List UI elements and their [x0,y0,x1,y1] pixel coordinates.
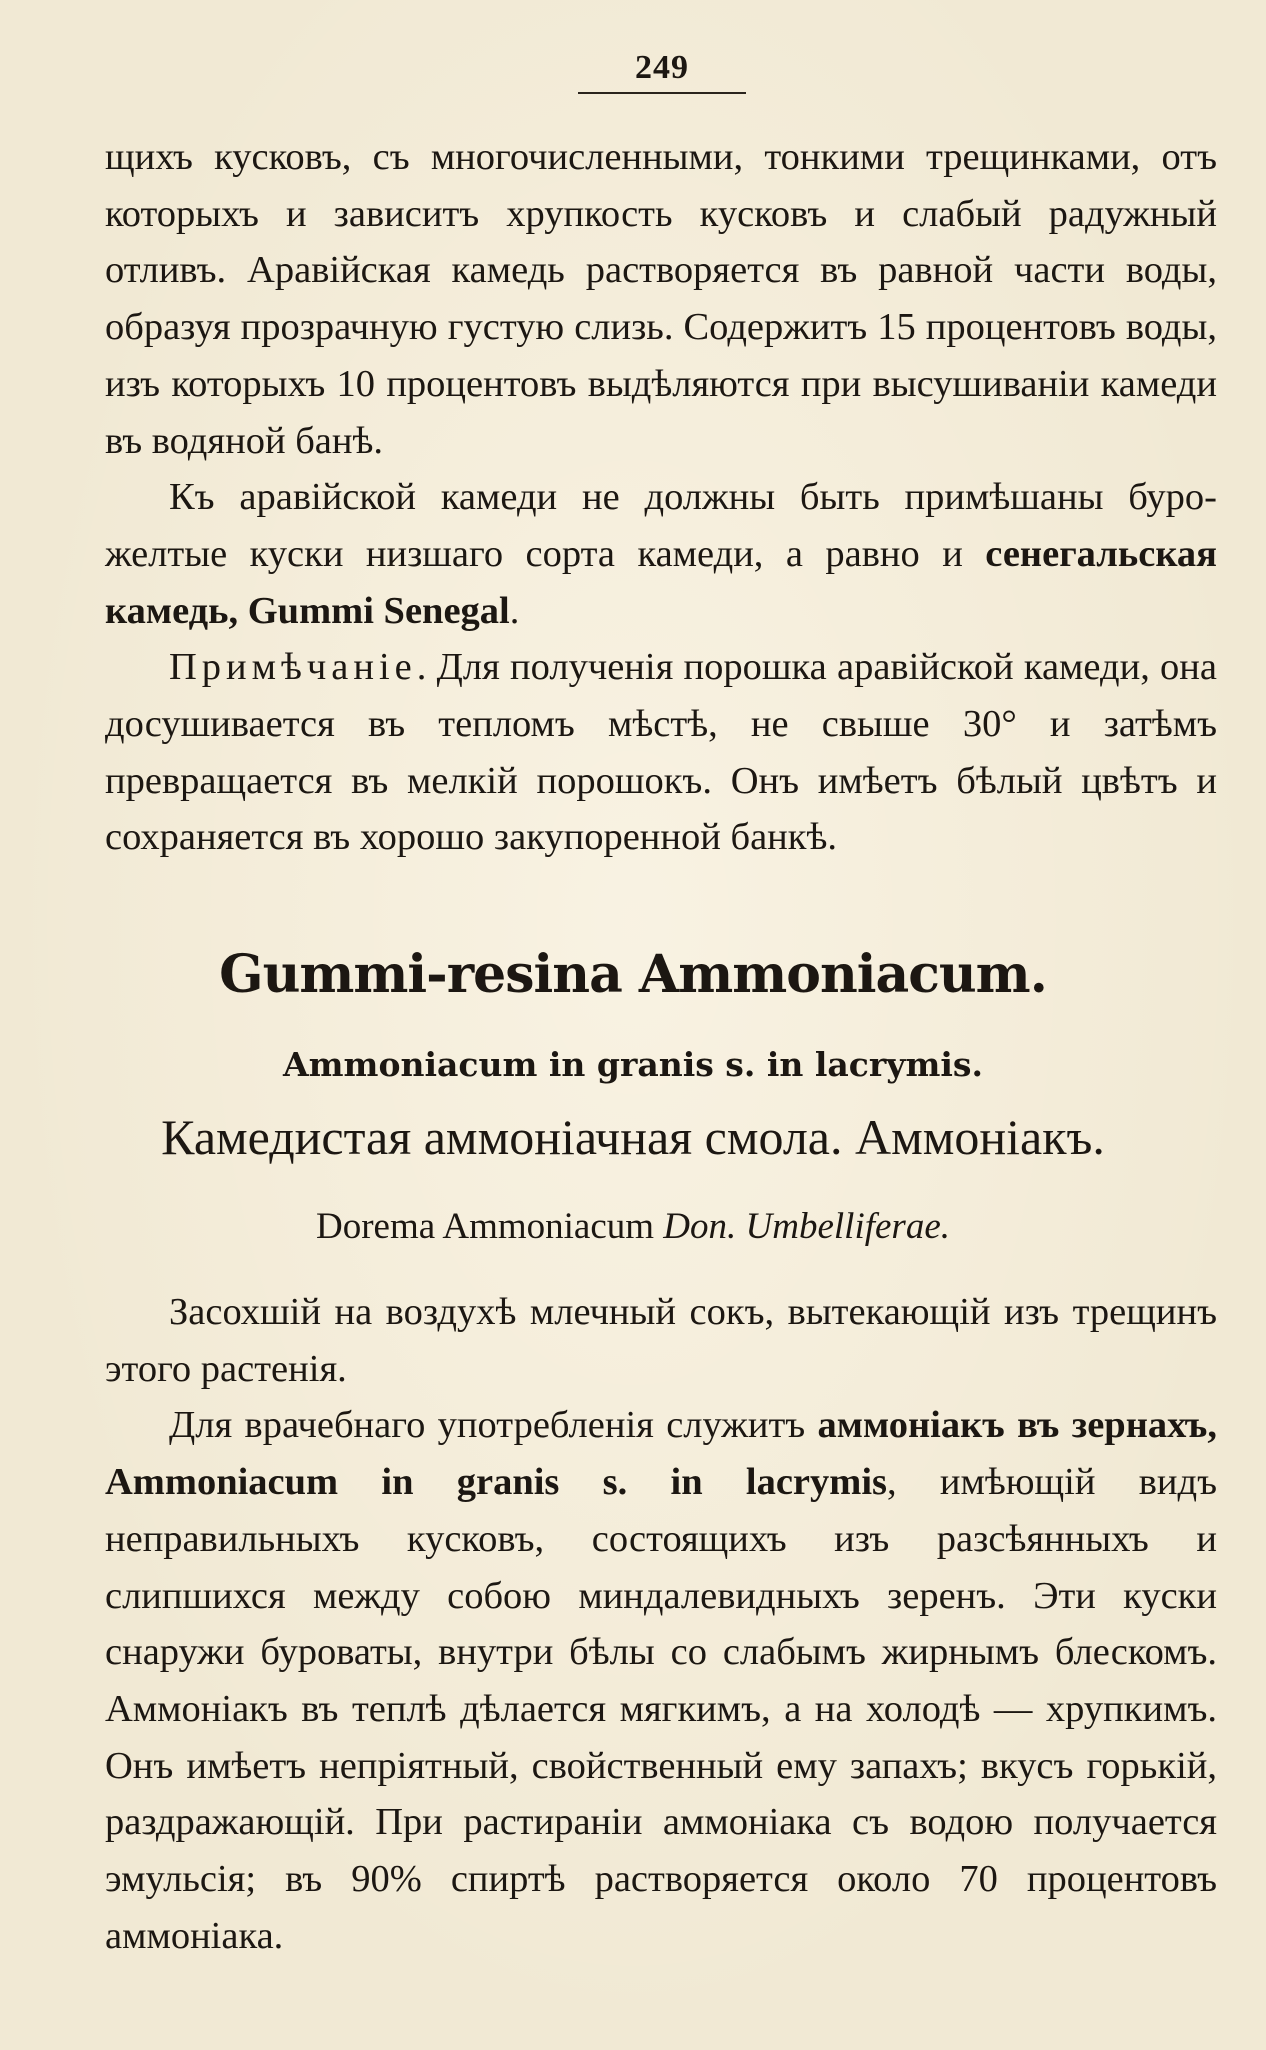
paragraph [105,1397,1217,1964]
text-run: Засохшій на воздухѣ млечный сокъ, вытекающій изъ трещинъ этого растенія. [105,1291,1217,1390]
russian-title: Камедистая аммоніачная смола. Аммоніакъ. [161,1109,1105,1165]
text-run: Для врачебнаго употребленія служитъ [169,1404,818,1447]
text-run: Къ аравійской камеди не должны быть примѣшаны буро-желтые куски низшаго сорта камеди, а равно и [105,476,1217,575]
text-run: . Для полученія порошка аравійской камеди, она досушивается въ тепломъ мѣстѣ, не свыше 30° и затѣмъ превращается въ мелкій порошокъ. Онъ имѣетъ бѣлый цвѣтъ и сохраняется въ хорошо закупоренной банкѣ. [105,646,1217,859]
monograph-subtitle: Ammoniacum in granis s. in lacrymis. [283,1045,983,1084]
bold-term: аммоніакъ въ зернахъ, Ammoniacum in granis s. in lacrymis [105,1404,1217,1504]
header-rule [578,92,746,94]
paragraph [105,129,1217,469]
note-label: Примѣчаніе [169,646,417,689]
body-text-bottom [105,1284,1217,1964]
text-run: , имѣющій видъ неправильныхъ кусковъ, состоящихъ изъ разсѣянныхъ и слипшихся между собою миндалевидныхъ зеренъ. Эти куски снаружи буроваты, внутри бѣлы со слабымъ жирнымъ блескомъ. Аммоніакъ въ теплѣ дѣлается мягкимъ, а на холодѣ — хрупкимъ. Онъ имѣетъ непріятный, свойственный ему запахъ; вкусъ горькій, раздражающій. При растираніи аммоніака съ водою получается эмульсія; въ 90% спиртѣ растворяется около 70 процентовъ аммоніака. [105,1461,1217,1957]
plant-author: Don. [663,1206,737,1247]
text-run: щихъ кусковъ, съ многочисленными, тонкими трещинками, отъ которыхъ и зависитъ хрупкость кусковъ и слабый радужный отливъ. Аравійская камедь растворяется въ равной части воды, образуя прозрачную густую слизь. Содержитъ 15 процентовъ воды, изъ которыхъ 10 процентовъ выдѣляются при высушиваніи камеди въ водяной банѣ. [105,136,1217,462]
page-header [578,48,746,94]
plant-family: Umbelliferae. [745,1206,951,1247]
plant-name: Dorema Ammoniacum [315,1206,655,1247]
page-number: 249 [635,49,689,86]
plant-source [0,1199,1266,1255]
text-run: . [509,589,520,632]
paragraph [105,639,1217,866]
monograph-title: Gummi-resina Ammoniacum. [219,944,1047,1005]
body-text-top [105,129,1217,866]
paragraph [105,469,1217,639]
paragraph [105,1284,1217,1397]
bold-term: сенегальская камедь, Gummi Senegal [105,532,1217,632]
